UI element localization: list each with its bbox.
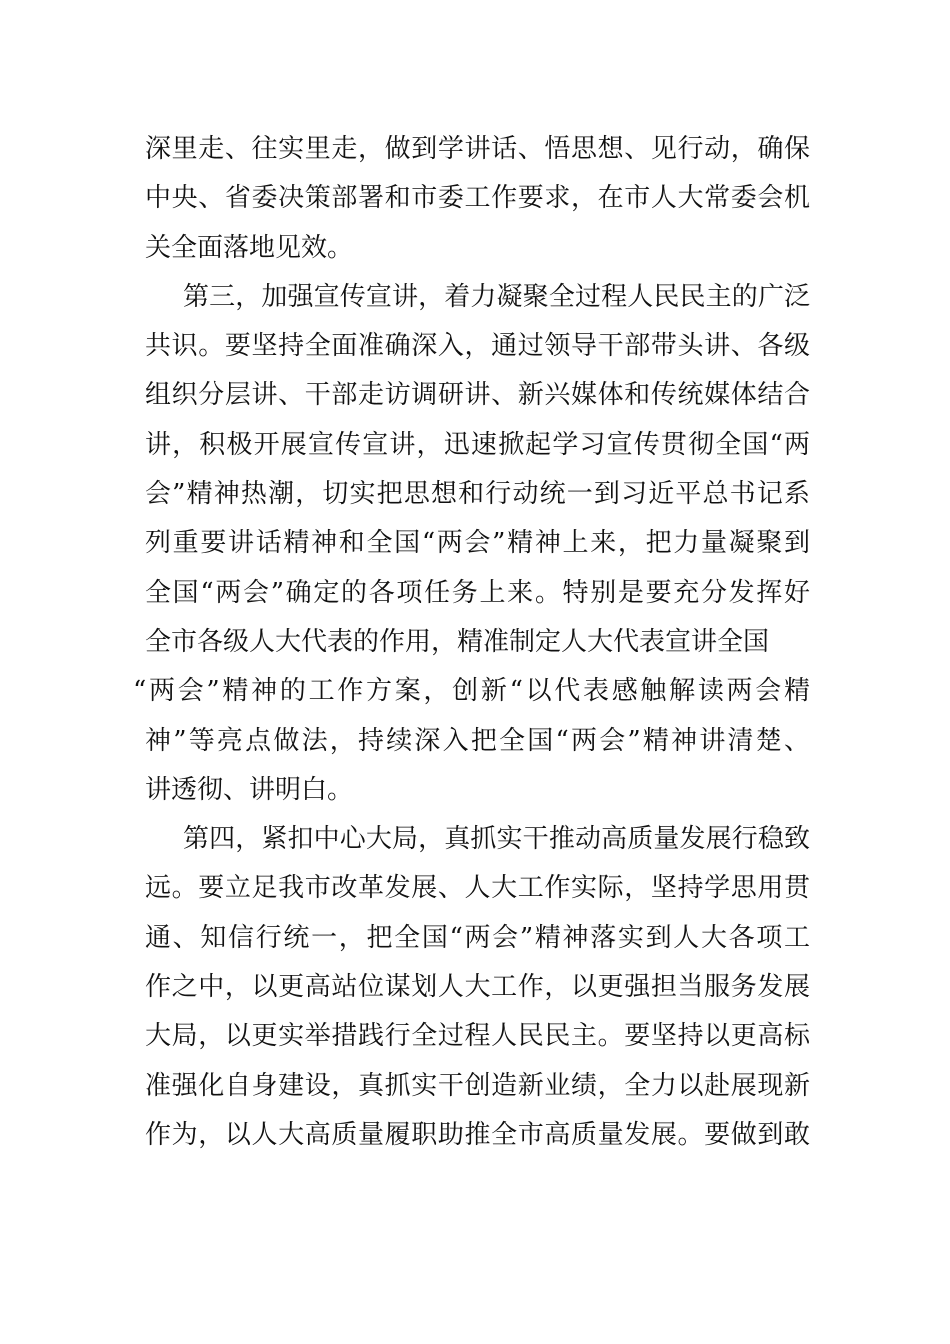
text-line: 中央、省委决策部署和市委工作要求，在市人大常委会机 (145, 183, 810, 214)
text-line: 关全面落地见效。 (145, 232, 354, 263)
paragraph-fourth-start: 第四，紧扣中心大局，真抓实干推动高质量发展行稳致 (183, 824, 810, 855)
paragraph-third-start: 第三，加强宣传宣讲，着力凝聚全过程人民民主的广泛 (183, 281, 810, 312)
text-line: 组织分层讲、干部走访调研讲、新兴媒体和传统媒体结合 (145, 380, 810, 411)
text-line: 讲，积极开展宣传宣讲，迅速掀起学习宣传贯彻全国“两 (145, 429, 810, 460)
text-line: 全国“两会”确定的各项任务上来。特别是要充分发挥好 (145, 577, 810, 608)
text-line: 远。要立足我市改革发展、人大工作实际，坚持学思用贯 (145, 873, 810, 904)
text-line: 共识。要坚持全面准确深入，通过领导干部带头讲、各级 (145, 331, 810, 362)
text-line: 会”精神热潮，切实把思想和行动统一到习近平总书记系 (145, 479, 810, 510)
text-line: 大局，以更实举措践行全过程人民民主。要坚持以更高标 (145, 1021, 810, 1052)
body-text (133, 125, 810, 1160)
text-line: 全市各级人大代表的作用，精准制定人大代表宣讲全国 (145, 626, 770, 657)
text-line: 作为，以人大高质量履职助推全市高质量发展。要做到敢 (145, 1119, 810, 1150)
text-line: 神”等亮点做法，持续深入把全国“两会”精神讲清楚、 (145, 725, 810, 756)
text-line: 通、知信行统一，把全国“两会”精神落实到人大各项工 (145, 922, 810, 953)
text-line: 准强化自身建设，真抓实干创造新业绩，全力以赴展现新 (145, 1070, 810, 1101)
text-line: “两会”精神的工作方案，创新“以代表感触解读两会精 (133, 676, 810, 707)
text-line: 作之中，以更高站位谋划人大工作，以更强担当服务发展 (145, 972, 810, 1003)
text-line: 讲透彻、讲明白。 (145, 774, 354, 805)
text-line: 深里走、往实里走，做到学讲话、悟思想、见行动，确保 (145, 134, 810, 164)
text-line: 列重要讲话精神和全国“两会”精神上来，把力量凝聚到 (145, 528, 810, 559)
